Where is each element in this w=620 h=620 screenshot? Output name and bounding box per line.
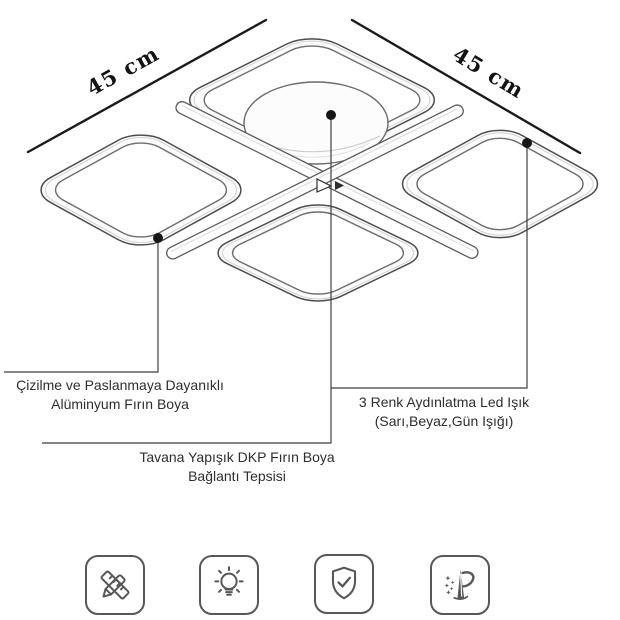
annotation-line: Bağlantı Tepsisi	[188, 468, 286, 484]
feature-badge-lighting	[199, 555, 259, 615]
annotation-led-colors	[324, 393, 564, 431]
annotation-line: 3 Renk Aydınlatma Led Işık	[358, 394, 530, 410]
dimension-label-right: 45 cm	[448, 41, 530, 104]
annotation-mount-tray	[117, 448, 357, 486]
shield-check-icon	[323, 563, 365, 605]
annotation-line: Alüminyum Fırın Boya	[51, 396, 189, 412]
annotation-aluminum-paint	[8, 376, 232, 414]
sparkle-p-logo-icon	[439, 564, 481, 606]
annotation-line: Tavana Yapışık DKP Fırın Boya	[139, 449, 335, 465]
callout-dot-center	[326, 110, 336, 120]
annotation-line: Çizilme ve Paslanmaya Dayanıklı	[16, 377, 224, 393]
feature-badge-design	[85, 555, 145, 615]
callout-line-left	[4, 238, 158, 372]
ruler-pencil-icon	[94, 564, 136, 606]
feature-badge-warranty	[314, 554, 374, 614]
dimension-label-left: 45 cm	[82, 40, 164, 101]
feature-badge-brand	[430, 555, 490, 615]
callout-dot-left	[153, 233, 163, 243]
annotation-line: (Sarı,Beyaz,Gün Işığı)	[374, 413, 514, 429]
callout-dot-right	[522, 138, 532, 148]
light-bulb-icon	[208, 564, 250, 606]
